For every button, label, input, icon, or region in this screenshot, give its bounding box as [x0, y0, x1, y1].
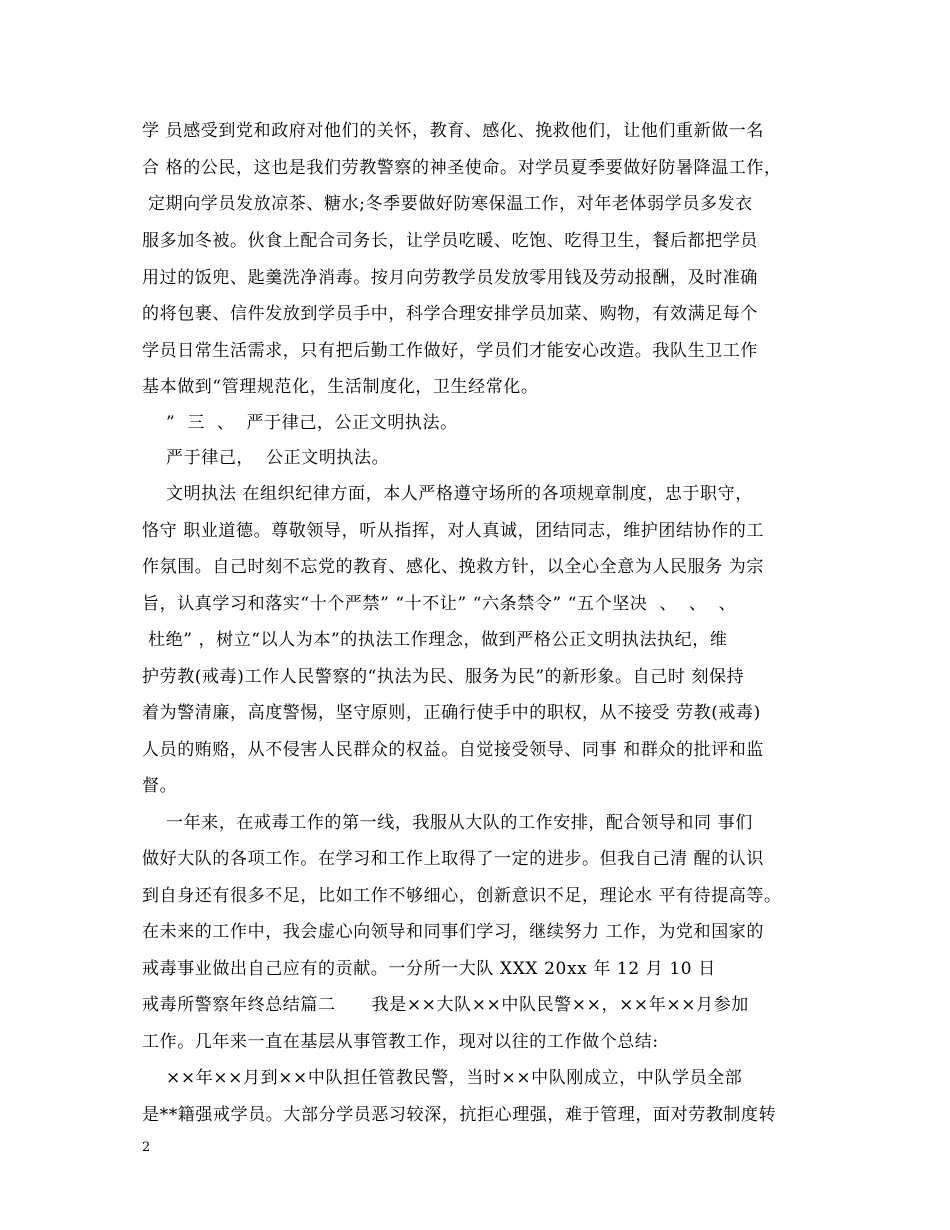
text-line: 作氛围。自己时刻不忘党的教育、感化、挽救方针，以全心全意为人民服务 为宗 — [142, 557, 765, 577]
text-line: 戒毒所警察年终总结篇二 我是××大队××中队民警××，××年××月参加 — [142, 995, 749, 1015]
text-line: 严于律己， 公正文明执法。 — [142, 448, 390, 468]
text-line: 人员的贿赂，从不侵害人民群众的权益。自觉接受领导、同事 和群众的批评和监 — [142, 740, 765, 760]
text-line: 基本做到“管理规范化，生活制度化，卫生经常化。 — [142, 377, 539, 397]
text-line: 护劳教(戒毒)工作人民警察的“执法为民、服务为民”的新形象。自己时 刻保持 — [142, 667, 745, 687]
text-line: 恪守 职业道德。尊敬领导，听从指挥，对人真诚，团结同志，维护团结协作的工 — [142, 521, 765, 541]
text-line: 工作。几年来一直在基层从事管教工作，现对以往的工作做个总结: — [142, 1032, 659, 1052]
text-line: 戒毒事业做出自己应有的贡献。一分所一大队 XXX 20xx 年 12 月 10 日 — [142, 959, 716, 979]
section-heading: ” 三 、 严于律己，公正文明执法。 — [142, 413, 458, 433]
text-line: 督。 — [142, 776, 178, 796]
text-line: 是**籍强戒学员。大部分学员恶习较深，抗拒心理强，难于管理，面对劳教制度转 — [142, 1105, 777, 1125]
text-line: 定期向学员发放凉茶、糖水;冬季要做好防寒保温工作，对年老体弱学员多发衣 — [142, 194, 753, 214]
text-line: 在未来的工作中，我会虚心向领导和同事们学习，继续努力 工作，为党和国家的 — [142, 922, 765, 942]
text-line: 合 格的公民，这也是我们劳教警察的神圣使命。对学员夏季要做好防暑降温工作， — [142, 158, 782, 178]
text-line: 到自身还有很多不足，比如工作不够细心，创新意识不足，理论水 平有待提高等。 — [142, 886, 782, 906]
text-line: 做好大队的各项工作。在学习和工作上取得了一定的进步。但我自己清 醒的认识 — [142, 849, 765, 869]
text-line: 学 员感受到党和政府对他们的关怀，教育、感化、挽救他们，让他们重新做一名 — [142, 121, 765, 141]
text-line: 旨，认真学习和落实“十个严禁” “十不让” “六条禁令” “五个坚决 、 、 、 — [142, 594, 737, 614]
text-line: 学员日常生活需求，只有把后勤工作做好，学员们才能安心改造。我队生卫工作 — [142, 341, 758, 361]
text-line: 的将包裹、信件发放到学员手中，科学合理安排学员加菜、购物，有效满足每个 — [142, 304, 758, 324]
text-line: 服多加冬被。伙食上配合司务长，让学员吃暖、吃饱、吃得卫生，餐后都把学员 — [142, 231, 758, 251]
text-line: 一年来，在戒毒工作的第一线，我服从大队的工作安排，配合领导和同 事们 — [142, 813, 753, 833]
text-line: 着为警清廉，高度警惕，坚守原则，正确行使手中的职权，从不接受 劳教(戒毒) — [142, 703, 761, 723]
text-line: 用过的饭兜、匙羹洗净消毒。按月向劳教学员发放零用钱及劳动报酬，及时准确 — [142, 268, 758, 288]
text-line: ××年××月到××中队担任管教民警，当时××中队刚成立，中队学员全部 — [142, 1068, 743, 1088]
page-number: 2 — [142, 1140, 151, 1155]
text-line: 文明执法 在组织纪律方面，本人严格遵守场所的各项规章制度，忠于职守， — [142, 484, 753, 504]
text-line: 杜绝” ，树立“以人为本”的执法工作理念，做到严格公正文明执法执纪，维 — [142, 630, 728, 650]
